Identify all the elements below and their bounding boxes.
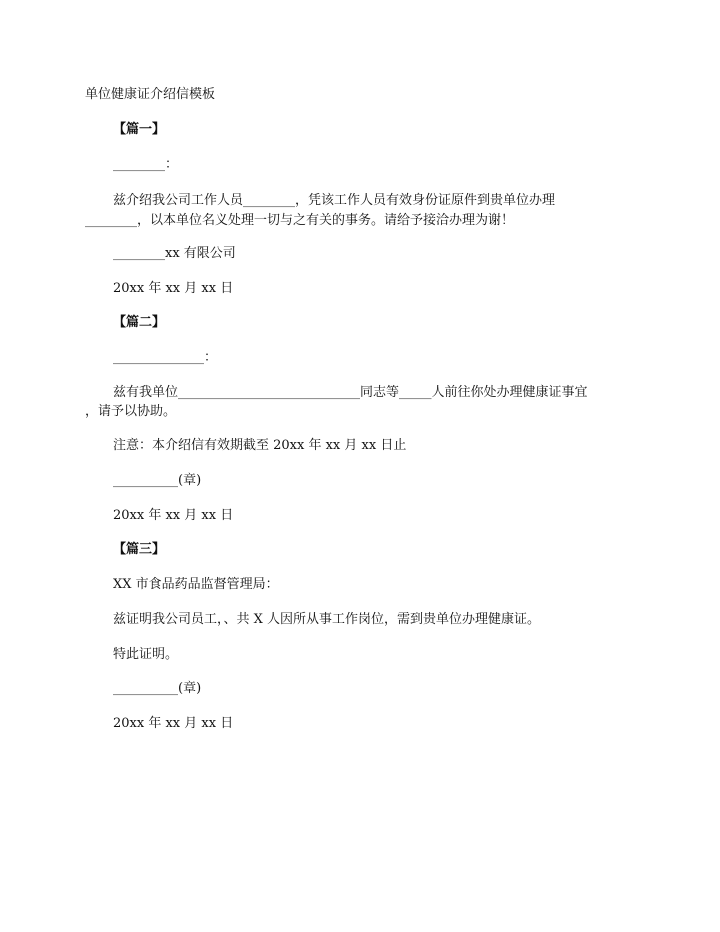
section3-date: 20xx 年 xx 月 xx 日 bbox=[113, 716, 234, 731]
section2-signature: __________(章) bbox=[113, 473, 202, 488]
section2-heading: 【篇二】 bbox=[113, 315, 166, 330]
section2-body-line1: 兹有我单位____________________________同志等_____人前往你处办理健康证事宜 bbox=[113, 385, 588, 400]
section1-signature: ________xx 有限公司 bbox=[113, 246, 236, 261]
section1-date: 20xx 年 xx 月 xx 日 bbox=[113, 281, 234, 296]
section1-body-line2: ________，以本单位名义处理一切与之有关的事务。请给予接洽办理为谢！ bbox=[85, 213, 515, 228]
document-title: 单位健康证介绍信模板 bbox=[85, 87, 216, 102]
section3-signature: __________(章) bbox=[113, 681, 202, 696]
section1-body-line1: 兹介绍我公司工作人员________，凭该工作人员有效身份证原件到贵单位办理 bbox=[113, 193, 556, 208]
section2-note: 注意：本介绍信有效期截至 20xx 年 xx 月 xx 日止 bbox=[113, 438, 407, 453]
section1-salutation: ________： bbox=[113, 157, 179, 172]
section3-body-line1: 兹证明我公司员工，、共 X 人因所从事工作岗位，需到贵单位办理健康证。 bbox=[113, 612, 541, 627]
section3-heading: 【篇三】 bbox=[113, 542, 166, 557]
section1-heading: 【篇一】 bbox=[113, 122, 166, 137]
section2-body-line2: ，请予以协助。 bbox=[85, 404, 177, 419]
section3-closing: 特此证明。 bbox=[113, 647, 179, 662]
section2-salutation: ______________： bbox=[113, 350, 218, 365]
section2-date: 20xx 年 xx 月 xx 日 bbox=[113, 508, 234, 523]
section3-salutation: XX 市食品药品监督管理局： bbox=[113, 577, 279, 592]
